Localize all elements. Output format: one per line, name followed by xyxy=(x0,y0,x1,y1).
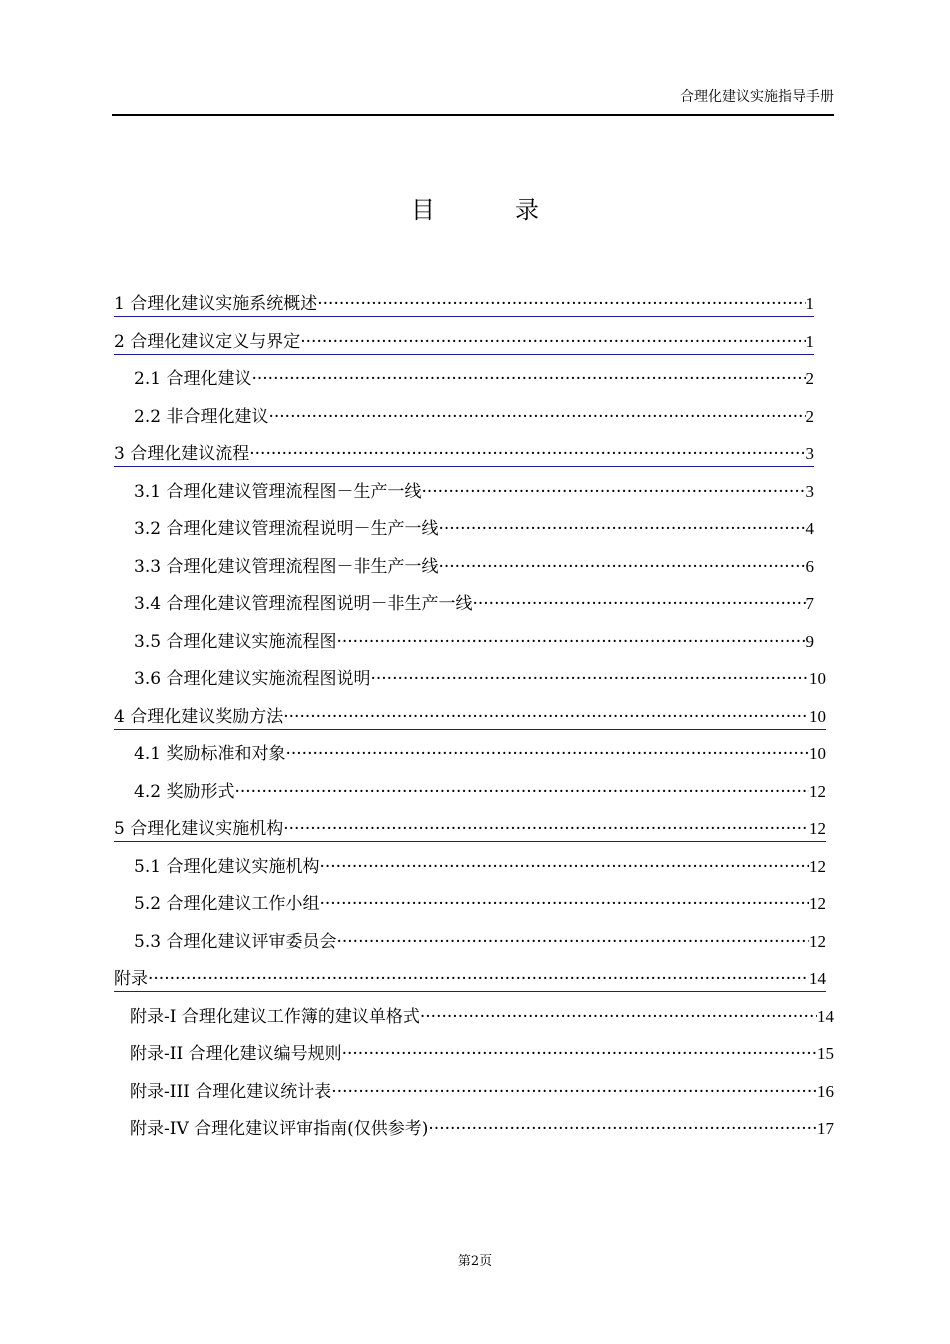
toc-dot-leader xyxy=(300,330,805,354)
toc-chapter-entry[interactable] xyxy=(114,330,814,355)
toc-section-entry[interactable] xyxy=(134,742,826,766)
toc-section-entry[interactable] xyxy=(130,1005,834,1029)
toc-section-entry[interactable] xyxy=(134,555,814,579)
toc-entry-page: 12 xyxy=(809,819,826,838)
toc-entry-title: 3.3 合理化建议管理流程图－非生产一线 xyxy=(134,556,439,577)
toc-dot-leader xyxy=(268,405,805,429)
toc-entry-title: 4.2 奖励形式 xyxy=(134,781,235,802)
toc-entry-page: 10 xyxy=(809,744,826,763)
toc-entry-page: 9 xyxy=(805,631,814,651)
toc-entry-page: 1 xyxy=(805,331,814,351)
toc-section-entry[interactable] xyxy=(134,780,826,804)
toc-dot-leader xyxy=(438,555,805,579)
toc-dot-leader xyxy=(283,817,809,841)
toc-section-entry[interactable] xyxy=(134,892,826,916)
toc-entry-page: 1 xyxy=(805,294,814,313)
toc-entry-page: 15 xyxy=(817,1044,834,1063)
toc-entry-page: 7 xyxy=(805,594,814,613)
toc-section-entry[interactable] xyxy=(130,1117,834,1141)
toc-entry-title: 附录-IV 合理化建议评审指南(仅供参考) xyxy=(130,1119,429,1139)
toc-entry-title: 2 合理化建议定义与界定 xyxy=(114,331,301,352)
toc-entry-page: 6 xyxy=(805,556,814,576)
toc-entry-page: 10 xyxy=(809,706,826,726)
toc-entry-title: 3.2 合理化建议管理流程说明－生产一线 xyxy=(134,519,439,539)
toc-dot-leader xyxy=(319,855,809,879)
toc-entry-title: 2.1 合理化建议 xyxy=(134,369,252,389)
toc-entry-title: 2.2 非合理化建议 xyxy=(134,406,269,427)
toc-chapter-entry[interactable] xyxy=(114,292,814,317)
toc-entry-title: 3.4 合理化建议管理流程图说明－非生产一线 xyxy=(134,594,473,614)
toc-dot-leader xyxy=(283,705,809,729)
toc-entry-title: 附录-III 合理化建议统计表 xyxy=(130,1081,332,1102)
toc-entry-title: 3.5 合理化建议实施流程图 xyxy=(134,631,337,652)
toc-dot-leader xyxy=(317,292,805,316)
toc-dot-leader xyxy=(342,1042,817,1066)
toc-entry-title: 4 合理化建议奖励方法 xyxy=(114,706,284,727)
toc-section-entry[interactable] xyxy=(134,667,826,691)
toc-entry-title: 5.3 合理化建议评审委员会 xyxy=(134,931,337,952)
toc-entry-page: 12 xyxy=(809,856,826,876)
toc-dot-leader xyxy=(428,1117,817,1141)
toc-entry-title: 5.2 合理化建议工作小组 xyxy=(134,894,320,914)
toc-entry-page: 3 xyxy=(805,481,814,501)
toc-entry-page: 12 xyxy=(809,781,826,801)
toc-entry-page: 2 xyxy=(805,369,814,388)
toc-entry-title: 5.1 合理化建议实施机构 xyxy=(134,856,320,877)
toc-entry-page: 12 xyxy=(809,931,826,951)
toc-entry-page: 3 xyxy=(805,444,814,463)
header-title: 合理化建议实施指导手册 xyxy=(680,89,834,105)
toc-dot-leader xyxy=(421,480,805,504)
toc-section-entry[interactable] xyxy=(134,592,814,616)
toc-section-entry[interactable] xyxy=(134,855,826,879)
toc-chapter-entry[interactable] xyxy=(114,817,826,842)
toc-entry-page: 14 xyxy=(817,1006,834,1026)
toc-dot-leader xyxy=(472,592,805,616)
toc-entry-page: 16 xyxy=(817,1081,834,1101)
toc-dot-leader xyxy=(249,442,805,466)
toc-dot-leader xyxy=(331,1080,817,1104)
toc-chapter-entry[interactable] xyxy=(114,442,814,467)
toc-entry-page: 2 xyxy=(805,406,814,426)
toc-entry-title: 1 合理化建议实施系统概述 xyxy=(114,294,318,314)
toc-dot-leader xyxy=(234,780,809,804)
toc-section-entry[interactable] xyxy=(134,405,814,429)
toc-entry-title: 附录 xyxy=(114,969,148,989)
toc-entry-page: 14 xyxy=(809,969,826,988)
toc-dot-leader xyxy=(438,517,805,541)
toc-entry-title: 4.1 奖励标准和对象 xyxy=(134,744,286,764)
page-title: 目录 xyxy=(411,196,619,224)
toc-entry-page: 12 xyxy=(809,894,826,913)
toc-entry-title: 3.1 合理化建议管理流程图－生产一线 xyxy=(134,481,422,502)
page-number: 第2页 xyxy=(457,1254,493,1269)
toc-dot-leader xyxy=(148,967,809,991)
toc-dot-leader xyxy=(336,930,809,954)
toc-chapter-entry[interactable] xyxy=(114,967,826,992)
toc-dot-leader xyxy=(370,667,809,691)
toc-entry-page: 10 xyxy=(809,669,826,688)
toc-section-entry[interactable] xyxy=(134,367,814,391)
toc-dot-leader xyxy=(251,367,805,391)
toc-dot-leader xyxy=(336,630,805,654)
toc-chapter-entry[interactable] xyxy=(114,705,826,730)
toc-dot-leader xyxy=(285,742,809,766)
toc-entry-title: 附录-I 合理化建议工作簿的建议单格式 xyxy=(130,1006,420,1027)
toc-entry-title: 3 合理化建议流程 xyxy=(114,444,250,464)
toc-entry-title: 3.6 合理化建议实施流程图说明 xyxy=(134,669,371,689)
toc-entry-page: 17 xyxy=(817,1119,834,1138)
toc-section-entry[interactable] xyxy=(134,630,814,654)
toc-section-entry[interactable] xyxy=(134,517,814,541)
toc-dot-leader xyxy=(420,1005,817,1029)
toc-entry-title: 附录-II 合理化建议编号规则 xyxy=(130,1044,342,1064)
toc-dot-leader xyxy=(319,892,809,916)
toc-section-entry[interactable] xyxy=(130,1080,834,1104)
toc-section-entry[interactable] xyxy=(134,930,826,954)
toc-entry-page: 4 xyxy=(805,519,814,538)
toc-section-entry[interactable] xyxy=(130,1042,834,1066)
toc-entry-title: 5 合理化建议实施机构 xyxy=(114,819,284,839)
toc-section-entry[interactable] xyxy=(134,480,814,504)
